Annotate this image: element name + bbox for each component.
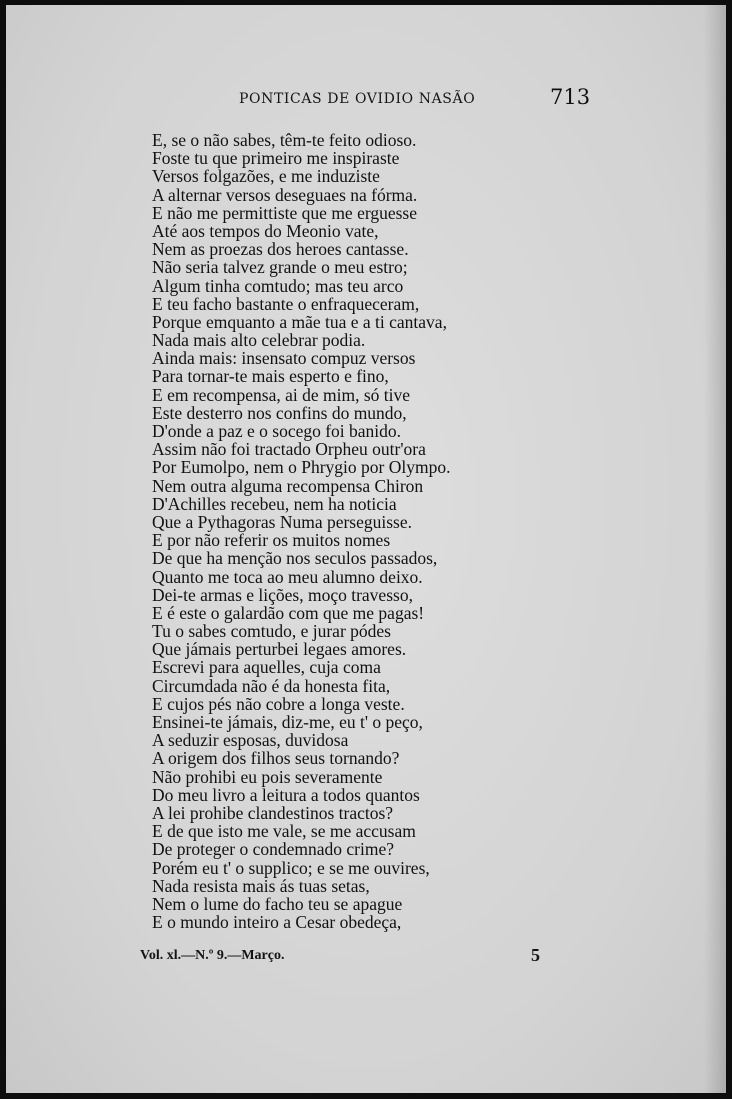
verse-line: Circumdada não é da honesta fita,	[152, 675, 391, 696]
verse-line: Para tornar-te mais esperto e fino,	[152, 366, 389, 387]
verse-line: De proteger o condemnado crime?	[152, 839, 394, 860]
verse-line: Nem as proezas dos heroes cantasse.	[152, 239, 409, 260]
verse-line: Tu o sabes comtudo, e jurar pódes	[152, 621, 391, 642]
verse-line: E o mundo inteiro a Cesar obedeça,	[152, 912, 402, 933]
verse-line: E não me permittiste que me erguesse	[152, 202, 418, 223]
verse-line: E por não referir os muitos nomes	[152, 530, 391, 551]
verse-line: Escrevi para aquelles, cuja coma	[152, 657, 381, 678]
verse-line: Quanto me toca ao meu alumno deixo.	[152, 566, 423, 587]
verse-line: Do meu livro a leitura a todos quantos	[152, 784, 420, 805]
verse-line: A origem dos filhos seus tornando?	[152, 748, 400, 769]
volume-signature: Vol. xl.—N.º 9.—Março.	[140, 948, 285, 963]
verse-line: Nem outra alguma recompensa Chiron	[152, 475, 424, 496]
verse-line: Nada resista mais ás tuas setas,	[152, 875, 370, 896]
verse-line: Nem o lume do facho teu se apague	[152, 893, 403, 914]
verse-line: Não seria talvez grande o meu estro;	[152, 257, 408, 278]
verse-line: Porém eu t' o supplico; e se me ouvires,	[152, 857, 430, 878]
verse-line: Versos folgazões, e me induziste	[152, 166, 380, 187]
verse-line: Por Eumolpo, nem o Phrygio por Olympo.	[152, 457, 451, 478]
verse-line: Que jámais perturbei legaes amores.	[152, 639, 407, 660]
verse-line: Ensinei-te jámais, diz-me, eu t' o peço,	[152, 712, 423, 732]
verse-line: Foste tu que primeiro me inspiraste	[152, 148, 400, 169]
verse-line: Que a Pythagoras Numa perseguisse.	[152, 511, 413, 532]
verse-line: A lei prohibe clandestinos tractos?	[152, 802, 394, 823]
page-edge-shadow	[704, 5, 726, 1093]
page-number: 713	[550, 85, 591, 109]
verse-line: E teu facho bastante o enfraqueceram,	[152, 293, 420, 314]
verse-line: D'onde a paz e o socego foi banido.	[152, 421, 402, 441]
running-title: PONTICAS DE OVIDIO NASÃO	[239, 91, 476, 107]
verse-line: Nada mais alto celebrar podia.	[152, 330, 366, 351]
verse-line: Dei-te armas e lições, moço travesso,	[152, 584, 413, 605]
verse-line: E de que isto me vale, se me accusam	[152, 821, 416, 842]
verse-line: E em recompensa, ai de mim, só tive	[152, 384, 411, 405]
verse-line: Assim não foi tractado Orpheu outr'ora	[152, 439, 426, 460]
verse-line: E, se o não sabes, têm-te feito odioso.	[152, 130, 417, 150]
verse-line: Porque emquanto a mãe tua e a ti cantava,	[152, 311, 447, 332]
verse-line: D'Achilles recebeu, nem ha noticia	[152, 493, 397, 514]
verse-line: Algum tinha comtudo; mas teu arco	[152, 275, 404, 296]
verse-line: A alternar versos deseguaes na fórma.	[152, 184, 418, 205]
verse-line: E cujos pés não cobre a longa veste.	[152, 693, 405, 714]
signature-mark: 5	[531, 945, 540, 965]
verse-line: A seduzir esposas, duvidosa	[152, 730, 349, 751]
poem-text	[152, 131, 482, 931]
verse-line: Não prohibi eu pois severamente	[152, 766, 383, 787]
verse-line: Até aos tempos do Meonio vate,	[152, 220, 379, 241]
verse-line: Ainda mais: insensato compuz versos	[152, 348, 416, 369]
verse-line: De que ha menção nos seculos passados,	[152, 548, 438, 569]
scanned-page	[6, 5, 726, 1093]
verse-line: E é este o galardão com que me pagas!	[152, 602, 425, 623]
verse-line: Este desterro nos confins do mundo,	[152, 402, 407, 423]
